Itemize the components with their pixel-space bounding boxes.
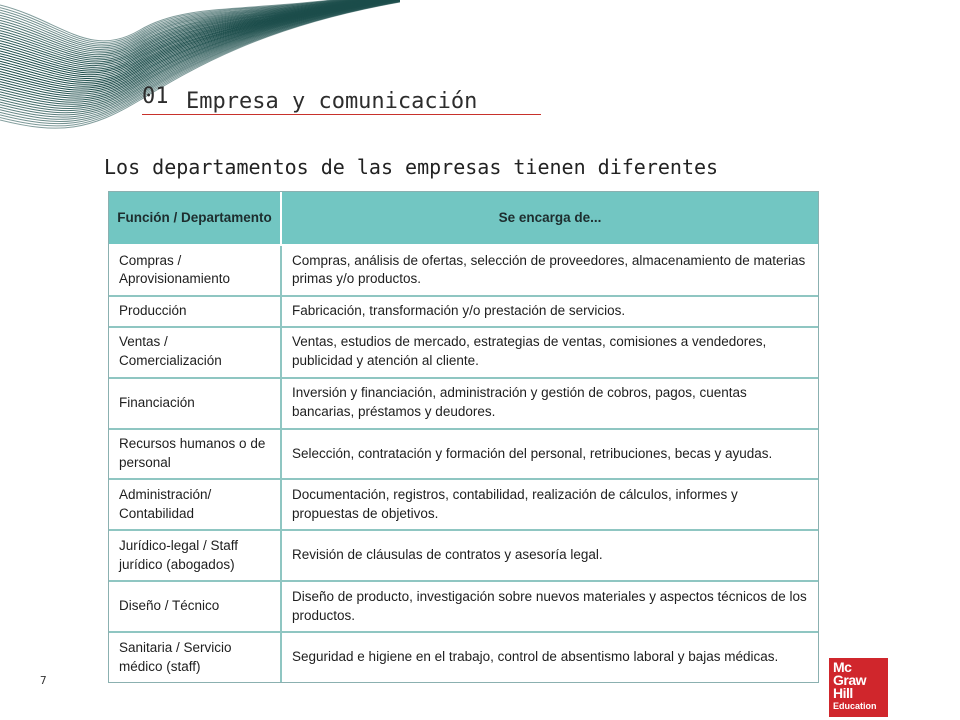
- dept-cell: Administración/ Contabilidad: [109, 479, 281, 530]
- tasks-cell: Ventas, estudios de mercado, estrategias de ventas, comisiones a vendedores, publicidad y atención al cliente.: [281, 327, 818, 378]
- dept-cell: Diseño / Técnico: [109, 581, 281, 632]
- table-row: [109, 479, 818, 530]
- intro-text: Los departamentos de las empresas tienen diferentes: [104, 155, 719, 179]
- section-number: 01: [142, 84, 169, 109]
- dept-cell: Ventas / Comercialización: [109, 327, 281, 378]
- tasks-cell: Fabricación, transformación y/o prestación de servicios.: [281, 296, 818, 327]
- tasks-cell: Revisión de cláusulas de contratos y asesoría legal.: [281, 530, 818, 581]
- section-title: [142, 84, 541, 115]
- dept-cell: Sanitaria / Servicio médico (staff): [109, 632, 281, 682]
- dept-cell: Compras / Aprovisionamiento: [109, 245, 281, 296]
- table-row: [109, 632, 818, 682]
- table-header-row: [109, 192, 818, 245]
- tasks-cell: Documentación, registros, contabilidad, realización de cálculos, informes y propuestas de objetivos.: [281, 479, 818, 530]
- dept-cell: Recursos humanos o de personal: [109, 429, 281, 480]
- table-row: [109, 296, 818, 327]
- tasks-cell: Diseño de producto, investigación sobre nuevos materiales y aspectos técnicos de los productos.: [281, 581, 818, 632]
- table-row: [109, 530, 818, 581]
- tasks-cell: Inversión y financiación, administración y gestión de cobros, pagos, cuentas bancarias, préstamos y deudores.: [281, 378, 818, 429]
- table-row: [109, 378, 818, 429]
- section-title-text: Empresa y comunicación: [186, 89, 478, 114]
- tasks-cell: Compras, análisis de ofertas, selección de proveedores, almacenamiento de materias primas y/o productos.: [281, 245, 818, 296]
- logo-line: Mc: [833, 659, 852, 675]
- tasks-cell: Seguridad e higiene en el trabajo, control de absentismo laboral y bajas médicas.: [292, 649, 779, 665]
- dept-cell: Financiación: [109, 378, 281, 429]
- publisher-logo: [829, 658, 888, 717]
- departments-table: [108, 191, 819, 683]
- table-row: [109, 245, 818, 296]
- page-number: 7: [40, 674, 47, 687]
- dept-cell: Producción: [109, 296, 281, 327]
- logo-line: Education: [833, 701, 877, 711]
- logo-line: Hill: [833, 685, 853, 701]
- table-row: [109, 327, 818, 378]
- header-tasks: Se encarga de...: [281, 192, 818, 245]
- table-row: [109, 581, 818, 632]
- header-department: Función / Departamento: [109, 192, 281, 245]
- dept-cell: Jurídico-legal / Staff jurídico (abogados): [109, 530, 281, 581]
- table-row: [109, 429, 818, 480]
- tasks-cell: Selección, contratación y formación del personal, retribuciones, becas y ayudas.: [281, 429, 818, 480]
- logo-line: Graw: [833, 672, 867, 688]
